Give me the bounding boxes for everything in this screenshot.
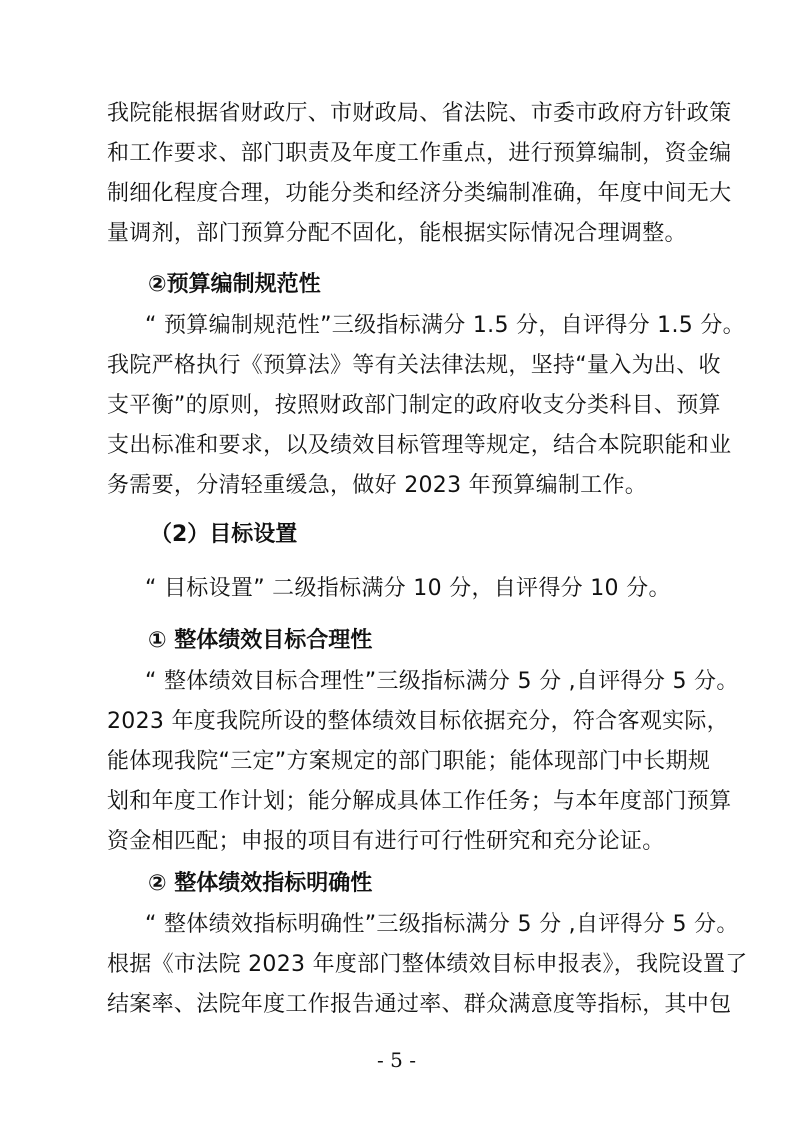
heading-overall-indicator: ② 整体绩效指标明确性 <box>148 871 373 896</box>
paragraph-1-line-3: 制细化程度合理，功能分类和经济分类编制准确，年度中间无大 <box>107 181 732 206</box>
paragraph-3-line-5: 资金相匹配；申报的项目有进行可行性研究和充分论证。 <box>107 829 665 854</box>
paragraph-3-line-3: 能体现我院“三定”方案规定的部门职能；能体现部门中长期规 <box>107 749 711 774</box>
paragraph-2-line-4: 支出标准和要求，以及绩效目标管理等规定，结合本院职能和业 <box>107 433 732 458</box>
heading-overall-target: ① 整体绩效目标合理性 <box>148 628 373 653</box>
target-setting-line: “ 目标设置” 二级指标满分 10 分，自评得分 10 分。 <box>145 576 671 601</box>
paragraph-3-line-2: 2023 年度我院所设的整体绩效目标依据充分，符合客观实际， <box>107 709 729 734</box>
paragraph-2-line-1: “ 预算编制规范性”三级指标满分 1.5 分，自评得分 1.5 分。 <box>145 313 745 338</box>
paragraph-1-line-2: 和工作要求、部门职责及年度工作重点，进行预算编制，资金编 <box>107 141 732 166</box>
paragraph-2-line-3: 支平衡”的原则，按照财政部门制定的政府收支分类科目、预算 <box>107 393 721 418</box>
page-number: - 5 - <box>377 1048 416 1072</box>
heading-target-setting: （2）目标设置 <box>150 522 298 547</box>
paragraph-4-line-2: 根据《市法院 2023 年度部门整体绩效目标申报表》，我院设置了 <box>107 952 748 977</box>
paragraph-4-line-1: “ 整体绩效指标明确性”三级指标满分 5 分 ,自评得分 5 分。 <box>145 912 739 937</box>
paragraph-3-line-1: “ 整体绩效目标合理性”三级指标满分 5 分 ,自评得分 5 分。 <box>145 669 739 694</box>
paragraph-3-line-4: 划和年度工作计划；能分解成具体工作任务；与本年度部门预算 <box>107 789 732 814</box>
paragraph-2-line-5: 务需要，分清轻重缓急，做好 2023 年预算编制工作。 <box>107 473 648 498</box>
paragraph-2-line-2: 我院严格执行《预算法》等有关法律法规，坚持“量入为出、收 <box>107 353 721 378</box>
heading-budget-norm: ②预算编制规范性 <box>148 272 321 297</box>
paragraph-1-line-1: 我院能根据省财政厅、市财政局、省法院、市委市政府方针政策 <box>107 101 732 126</box>
paragraph-1-line-4: 量调剂，部门预算分配不固化，能根据实际情况合理调整。 <box>107 221 687 246</box>
paragraph-4-line-3: 结案率、法院年度工作报告通过率、群众满意度等指标，其中包 <box>107 992 732 1017</box>
